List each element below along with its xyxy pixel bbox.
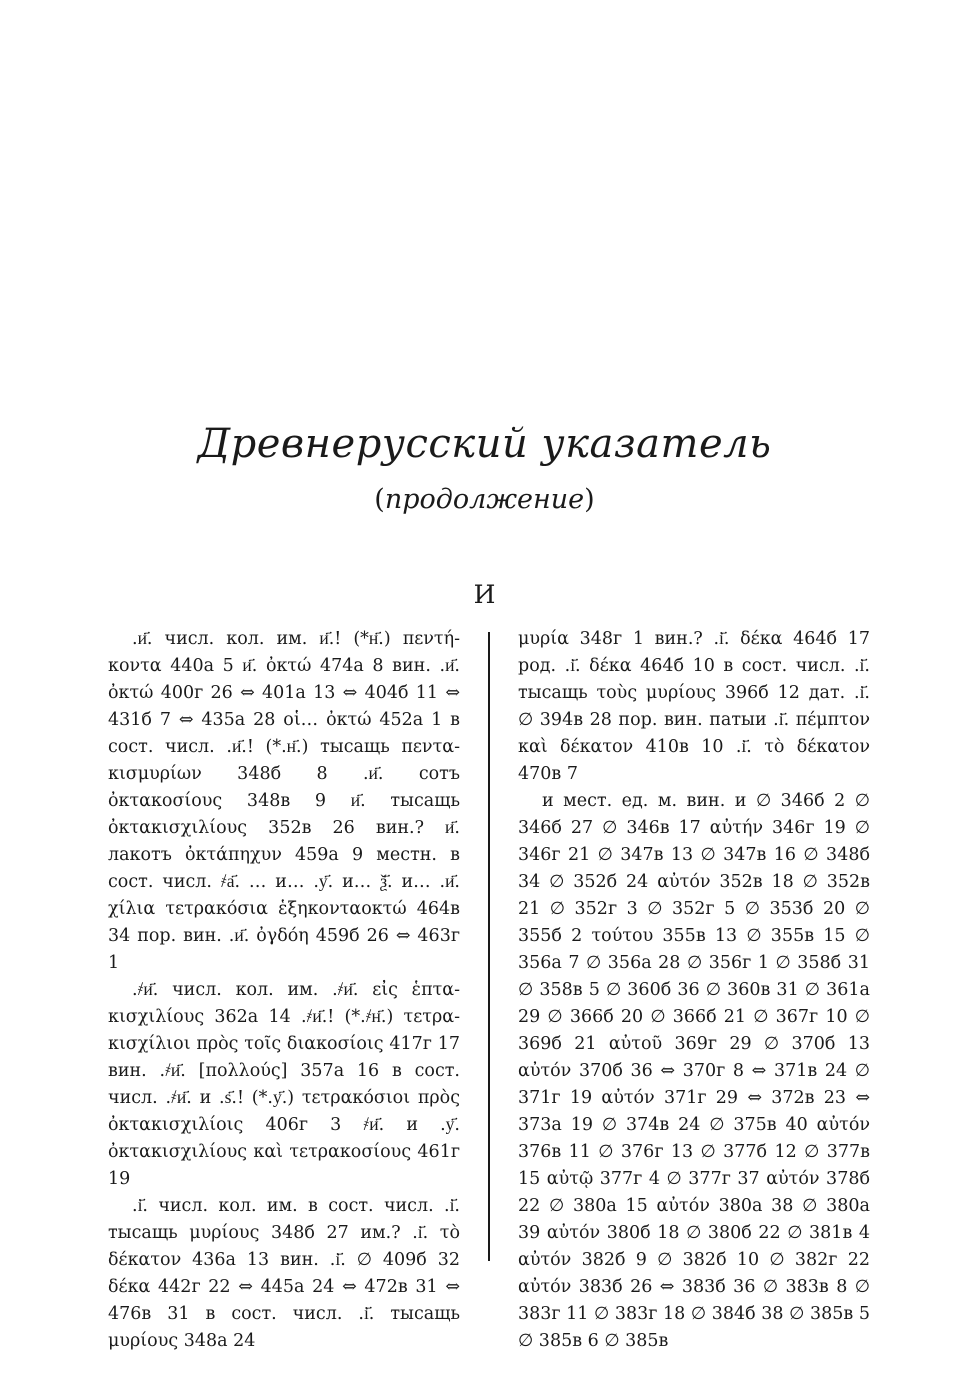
entry-text: и мест. ед. м. вин. и ∅ 346б 2 ∅ 346б 27 ∅ 346в 17 αὐτήν 346г 19 ∅ 346г 21 ∅ 347в 13 ∅ 347в 16 ∅ 348б 34 ∅ 352б 24 αὐτόν 352в 18 ∅ 352в 21 ∅ 352г 3 ∅ 352г 5 ∅ 353б 20 ∅ 355б 2 τούτου 355в 13 ∅ 355в 15 ∅ 356а 7 ∅ 356а 28 ∅ 356г 1 ∅ 358б 31 ∅ 358в 5 ∅ 360б 36 ∅ 360в 31 ∅ 361а 29 ∅ 366б 20 ∅ 366б 21 ∅ 367г 10 ∅ 369б 21 αὐτοῦ 369г 29 ∅ 370б 13 αὐτόν 370б 36 ⇔ 370г 8 ⇔ 371в 24 ∅ 371г 19 αὐτόν 371г 29 ⇔ 372в 23 ⇔ 373а 19 ∅ 374в 24 ∅ 375в 40 αὐτόν 376в 11 ∅ 376г 13 ∅ 377б 12 ∅ 377в 15 αὐτῷ 377г 4 ∅ 377г 37 αὐτόν 378б 22 ∅ 380а 15 αὐτόν 380а 38 ∅ 380а 39 αὐτόν 380б 18 ∅ 380б 22 ∅ 381в 4 αὐτόν 382б 9 ∅ 382б 10 ∅ 382г 22 αὐτόν 383б 26 ⇔ 383б 36 ∅ 383в 8 ∅ 383г 11 ∅ 383г 18 ∅ 384б 38 ∅ 385в 5 ∅ 385в 6 ∅ 385в [518, 791, 870, 1351]
column-divider [488, 632, 490, 1261]
entry-text: .҂и҃. числ. кол. им. .҂и҃. εἰς ἑπτακισχιλίους 362а 14 .҂и҃.! (*.҂н҃.) τετρακισχίλιοι πρὸς τοῖς διακοσίοις 417г 17 вин. .҂и҃. [πολλούς] 357а 16 в сост. числ. .҂и҃. и .ѕ҃.! (*.у҃.) τετρακόσιοι πρὸς ὀκτακισχιλίοις 406г 3 ҂и҃. и .у҃. ὀκτακισχιλίους καὶ τετρακοσίους 461г 19 [108, 980, 460, 1189]
entry-text: .и҃. числ. кол. им. и҃.! (*н҃.) πεντήκοντα 440а 5 и҃. ὀκτώ 474а 8 вин. .и҃. ὀκτώ 400г 26 ⇔ 401а 13 ⇔ 404б 11 ⇔ 431б 7 ⇔ 435а 28 οἱ… ὀκτώ 452а 1 в сост. числ. .и҃.! (*.н҃.) тысащь πεντακισμυρίων 348б 8 .и҃. сотъ ὀκτακοσίους 348в 9 и҃. тысащь ὀκτακισχιλίους 352в 26 вин.? и҃. лакотъ ὀκτάπηχυν 459а 9 местн. в сост. числ. ҂а҃. … и… .у҃. и… ѯ҃. и… .и҃. χίλια τετρακόσια ἑξηκονταοκτώ 464в 34 пор. вин. .и҃. ὀγδόη 459б 26 ⇔ 463г 1 [108, 629, 460, 973]
subtitle-open-paren: ( [374, 484, 385, 515]
page-subtitle [0, 484, 969, 516]
subtitle-text: продолжение [384, 484, 585, 515]
left-column [108, 626, 460, 1355]
entry-text: μυρία 348г 1 вин.? .і҃. δέκα 464б 17 род. .і҃. δέκα 464б 10 в сост. числ. .і҃. тысащь τοὺς μυρίους 396б 12 дат. .і҃. ∅ 394в 28 пор. вин. патыи .і҃. πέμπτον καὶ δέκατον 410в 10 .і҃. τὸ δέκατον 470в 7 [518, 629, 870, 784]
page-title: Древнерусский указатель [197, 421, 772, 467]
section-letter: И [473, 580, 496, 609]
right-column [518, 626, 870, 1355]
subtitle-close-paren: ) [584, 484, 595, 515]
entry-text: .і҃. числ. кол. им. в сост. числ. .і҃. тысащь μυρίους 348б 27 им.? .і҃. τὸ δέκατον 436а 13 вин. .і҃. ∅ 409б 32 δέκα 442г 22 ⇔ 445а 24 ⇔ 472в 31 ⇔ 476в 31 в сост. числ. .і҃. тысащь μυρίους 348а 24 [108, 1196, 460, 1351]
